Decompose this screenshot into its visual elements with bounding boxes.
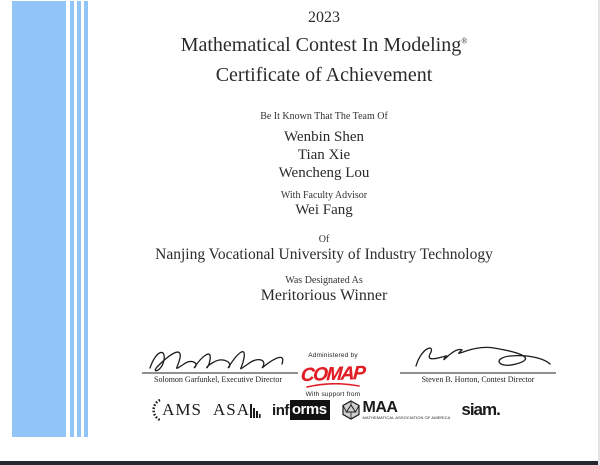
known-label: Be It Known That The Team Of: [260, 111, 388, 122]
informs-prefix: inf: [272, 401, 289, 419]
maa-icosahedron-icon: [341, 400, 361, 420]
asa-logo: [213, 400, 261, 420]
signature-left-label: Solomon Garfunkel, Executive Director: [154, 375, 282, 384]
sponsor-logo-row: [88, 396, 560, 424]
award-level: Meritorious Winner: [260, 287, 388, 304]
left-accent-stripe-2: [77, 1, 81, 437]
bottom-edge-strip: [0, 461, 598, 465]
contest-title: [88, 34, 560, 57]
registered-mark: ®: [461, 36, 468, 46]
contest-title-text: Mathematical Contest In Modeling: [180, 34, 462, 56]
ams-logo: [148, 398, 202, 422]
informs-boxed: orms: [290, 400, 330, 420]
maa-text: MAA: [362, 399, 398, 416]
designated-label: Was Designated As: [285, 275, 363, 286]
support-from-label: With support from: [305, 391, 361, 398]
ams-text: AMS: [162, 400, 203, 419]
advisor-label: With Faculty Advisor: [280, 190, 368, 201]
maa-logo: [341, 400, 451, 420]
signature-left: [140, 340, 300, 376]
contest-year: 2023: [308, 9, 340, 26]
team-member-2: Tian Xie: [297, 147, 351, 163]
ams-arc-icon: [148, 398, 162, 422]
asa-bars-icon: [250, 402, 261, 418]
asa-text: ASA: [213, 400, 251, 419]
of-label: Of: [318, 234, 330, 245]
advisor-name: Wei Fang: [295, 202, 353, 218]
signature-right-label: Steven B. Horton, Contest Director: [421, 375, 535, 384]
left-accent-stripe-1: [70, 1, 74, 437]
signature-right: [398, 340, 558, 376]
team-member-1: Wenbin Shen: [283, 129, 365, 145]
team-member-3: Wencheng Lou: [278, 165, 370, 181]
institution-name: Nanjing Vocational University of Industry Technology: [155, 246, 493, 263]
comap-block: [293, 344, 373, 398]
comap-logo: COMAP: [300, 362, 366, 387]
certificate-subtitle: Certificate of Achievement: [215, 64, 433, 86]
left-accent-bar: [12, 1, 66, 437]
maa-caption: MATHEMATICAL ASSOCIATION OF AMERICA: [362, 415, 451, 420]
informs-logo: [272, 400, 330, 420]
administered-by-label: Administered by: [308, 352, 358, 359]
siam-logo: siam.: [461, 400, 500, 419]
